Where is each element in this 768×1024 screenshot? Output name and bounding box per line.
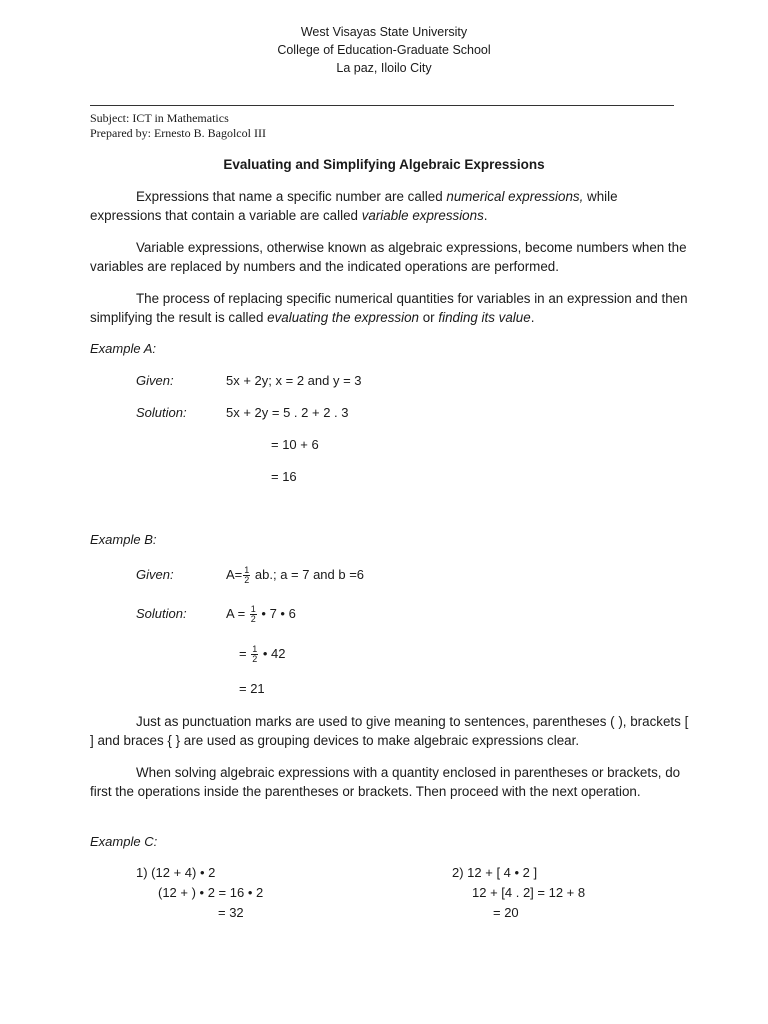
fraction-numerator: 1 bbox=[250, 604, 256, 615]
example-b-step-3: = 21 bbox=[239, 681, 265, 696]
problem-2-line-3: = 20 bbox=[493, 905, 519, 920]
para3-term-finding: finding its value bbox=[438, 310, 531, 325]
fraction-denominator: 2 bbox=[252, 654, 258, 665]
given-prefix: A= bbox=[226, 567, 243, 582]
paragraph-algebraic-expressions: Variable expressions, otherwise known as algebraic expressions, become numbers when the variables are replaced by numbers and the indicated operations are performed. bbox=[90, 240, 687, 274]
paragraph-evaluating bbox=[90, 289, 690, 327]
example-b-label: Example B: bbox=[90, 532, 157, 547]
step1-suffix: • 7 • 6 bbox=[257, 606, 296, 621]
fraction-numerator: 1 bbox=[244, 565, 250, 576]
location: La paz, Iloilo City bbox=[336, 61, 432, 75]
example-c-label: Example C: bbox=[90, 834, 158, 849]
given-suffix: ab.; a = 7 and b =6 bbox=[251, 567, 365, 582]
step2-prefix: = bbox=[239, 646, 251, 661]
para3-text-c: or bbox=[419, 310, 439, 325]
problem-1-line-2: (12 + ) • 2 = 16 • 2 bbox=[158, 885, 264, 900]
paragraph-numerical-expressions bbox=[90, 187, 690, 225]
example-a-label: Example A: bbox=[90, 341, 156, 356]
para1-text-a: Expressions that name a specific number are called bbox=[136, 189, 447, 204]
problem-2-line-2: 12 + [4 . 2] = 12 + 8 bbox=[472, 885, 586, 900]
step2-suffix: • 42 bbox=[259, 646, 286, 661]
problem-1-line-1: 1) (12 + 4) • 2 bbox=[136, 865, 216, 880]
college-name: College of Education-Graduate School bbox=[277, 43, 491, 57]
fraction-denominator: 2 bbox=[244, 575, 250, 586]
para1-text-e: . bbox=[483, 208, 488, 223]
example-b-step-2 bbox=[239, 642, 285, 666]
university-name: West Visayas State University bbox=[300, 25, 468, 39]
subject-line: Subject: ICT in Mathematics bbox=[90, 111, 229, 125]
example-b-solution-label: Solution: bbox=[136, 606, 187, 621]
para3-text-e: . bbox=[530, 310, 535, 325]
fraction-numerator: 1 bbox=[252, 644, 258, 655]
prepared-by-line: Prepared by: Ernesto B. Bagolcol III bbox=[90, 126, 266, 140]
example-a-given: 5x + 2y; x = 2 and y = 3 bbox=[226, 373, 362, 388]
problem-2-line-1: 2) 12 + [ 4 • 2 ] bbox=[452, 865, 538, 880]
para1-term-numerical: numerical expressions, bbox=[446, 189, 584, 204]
header-divider bbox=[90, 105, 674, 106]
example-a-step-3: = 16 bbox=[271, 469, 297, 484]
example-b-given-label: Given: bbox=[136, 567, 174, 582]
para1-text-c: while expressions that contain a variable are called bbox=[90, 189, 618, 223]
para3-term-evaluating: evaluating the expression bbox=[267, 310, 420, 325]
fraction-denominator: 2 bbox=[250, 614, 256, 625]
fraction-one-half bbox=[250, 605, 257, 624]
para1-term-variable: variable expressions bbox=[361, 208, 484, 223]
example-a-step-2: = 10 + 6 bbox=[271, 437, 319, 452]
paragraph-grouping-devices: Just as punctuation marks are used to give meaning to sentences, parentheses ( ), brackets [ ] and braces { } are used as grouping devices to make algebraic expressions clear. bbox=[90, 714, 689, 748]
example-a-step-1: 5x + 2y = 5 . 2 + 2 . 3 bbox=[226, 405, 349, 420]
fraction-one-half bbox=[251, 645, 258, 664]
fraction-one-half bbox=[243, 566, 250, 585]
problem-1-line-3: = 32 bbox=[218, 905, 244, 920]
example-b-step-1 bbox=[226, 602, 296, 626]
page-title: Evaluating and Simplifying Algebraic Expressions bbox=[223, 157, 545, 172]
example-a-solution-label: Solution: bbox=[136, 405, 187, 420]
example-b-given bbox=[226, 563, 364, 587]
step1-prefix: A = bbox=[226, 606, 249, 621]
paragraph-order-of-operations: When solving algebraic expressions with a quantity enclosed in parentheses or brackets, do first the operations inside the parentheses or brackets. Then proceed with the next operation. bbox=[90, 765, 681, 799]
example-a-given-label: Given: bbox=[136, 373, 174, 388]
para3-text-a: The process of replacing specific numerical quantities for variables in an expression and then simplifying the result is called bbox=[90, 291, 688, 325]
